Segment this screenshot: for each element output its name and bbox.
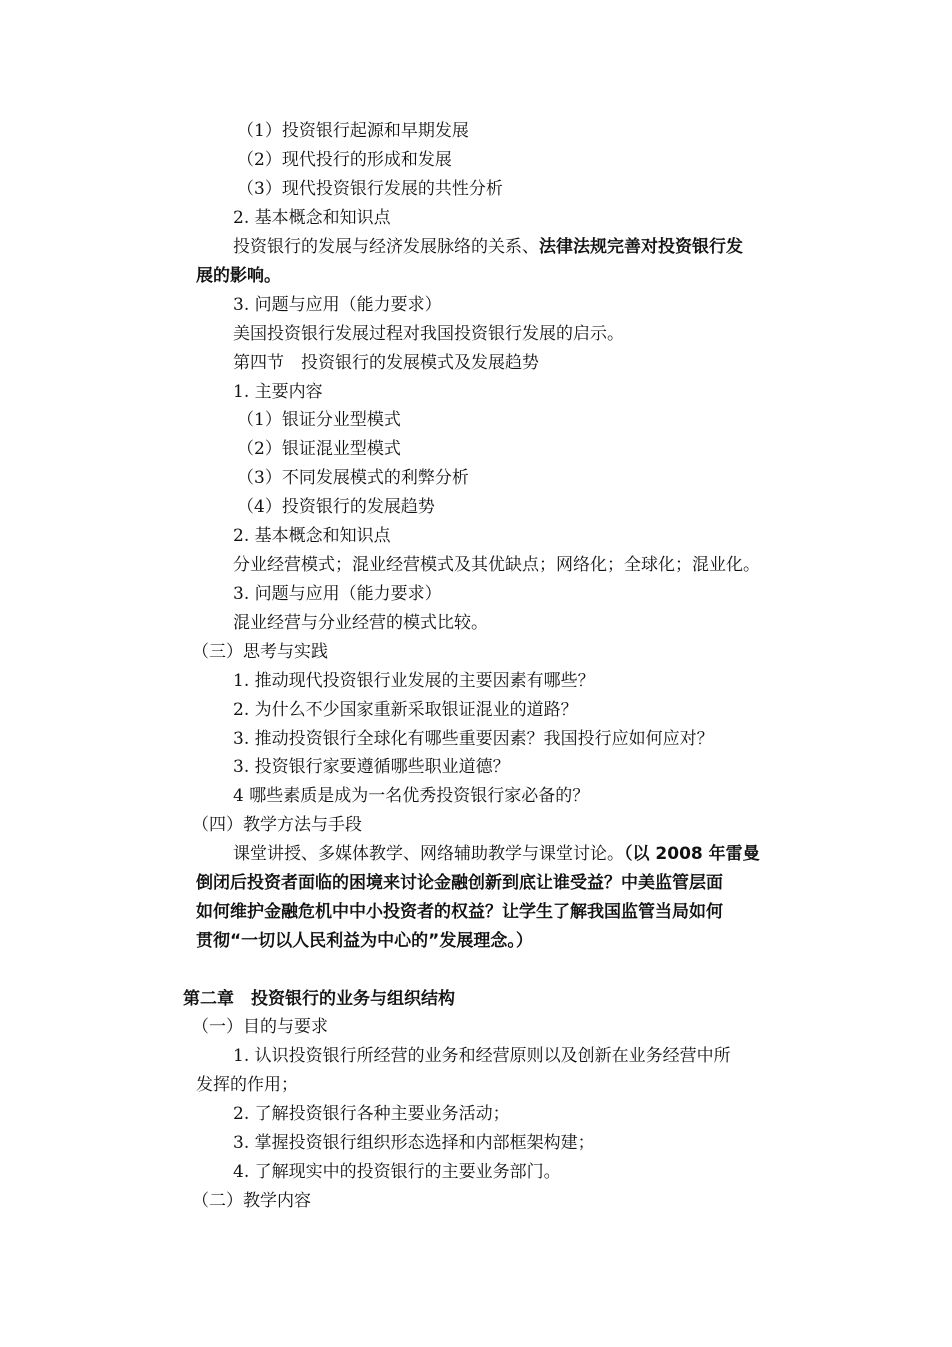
section-heading: （一）目的与要求 xyxy=(192,1017,328,1037)
subheading: 1. 主要内容 xyxy=(233,382,323,402)
paragraph-line xyxy=(233,236,743,258)
list-item: 1. 推动现代投资银行业发展的主要因素有哪些？ xyxy=(233,671,595,691)
subheading: 3. 问题与应用（能力要求） xyxy=(233,295,442,315)
bold-text-run: 法律法规完善对投资银行发 xyxy=(539,237,743,257)
paragraph-line: 混业经营与分业经营的模式比较。 xyxy=(233,613,488,633)
text-run: 课堂讲授、多媒体教学、网络辅助教学与课堂讨论。 xyxy=(233,844,624,864)
list-item: 4. 了解现实中的投资银行的主要业务部门。 xyxy=(233,1162,561,1182)
list-item: （2）现代投行的形成和发展 xyxy=(237,150,452,170)
list-item: 4 哪些素质是成为一名优秀投资银行家必备的？ xyxy=(233,786,590,806)
paragraph-line: 分业经营模式；混业经营模式及其优缺点；网络化；全球化；混业化。 xyxy=(233,555,760,575)
list-item: 3. 投资银行家要遵循哪些职业道德？ xyxy=(233,757,510,777)
paragraph-line: 如何维护金融危机中中小投资者的权益？让学生了解我国监管当局如何 xyxy=(196,902,723,922)
list-item: （1）银证分业型模式 xyxy=(237,410,401,430)
list-item: 3. 掌握投资银行组织形态选择和内部框架构建； xyxy=(233,1133,595,1153)
chapter-title: 第二章 投资银行的业务与组织结构 xyxy=(183,989,455,1009)
subheading: 2. 基本概念和知识点 xyxy=(233,526,391,546)
paragraph-line: 发挥的作用； xyxy=(196,1075,298,1095)
list-item: （3）现代投资银行发展的共性分析 xyxy=(237,179,503,199)
list-item: （2）银证混业型模式 xyxy=(237,439,401,459)
paragraph-line: 1. 认识投资银行所经营的业务和经营原则以及创新在业务经营中所 xyxy=(233,1046,731,1066)
list-item: （3）不同发展模式的利弊分析 xyxy=(237,468,469,488)
list-item: 2. 了解投资银行各种主要业务活动； xyxy=(233,1104,510,1124)
list-item: 3. 推动投资银行全球化有哪些重要因素？我国投行应如何应对？ xyxy=(233,729,714,749)
section-heading: 第四节 投资银行的发展模式及发展趋势 xyxy=(233,353,539,373)
paragraph-line: 贯彻“一切以人民利益为中心的”发展理念。） xyxy=(196,931,533,951)
paragraph-line: 美国投资银行发展过程对我国投资银行发展的启示。 xyxy=(233,324,624,344)
bold-text-run: （以 2008 年雷曼 xyxy=(624,844,760,864)
text-run: 投资银行的发展与经济发展脉络的关系、 xyxy=(233,237,539,257)
list-item: 2. 为什么不少国家重新采取银证混业的道路？ xyxy=(233,700,578,720)
subheading: 2. 基本概念和知识点 xyxy=(233,208,391,228)
subheading: 3. 问题与应用（能力要求） xyxy=(233,584,442,604)
paragraph-line: 展的影响。 xyxy=(196,266,281,286)
list-item: （1）投资银行起源和早期发展 xyxy=(237,121,469,141)
paragraph-line: 倒闭后投资者面临的困境来讨论金融创新到底让谁受益？中美监管层面 xyxy=(196,873,723,893)
section-heading: （三）思考与实践 xyxy=(192,642,328,662)
section-heading: （四）教学方法与手段 xyxy=(192,815,362,835)
section-heading: （二）教学内容 xyxy=(192,1191,311,1211)
paragraph-line xyxy=(233,843,760,865)
list-item: （4）投资银行的发展趋势 xyxy=(237,497,435,517)
